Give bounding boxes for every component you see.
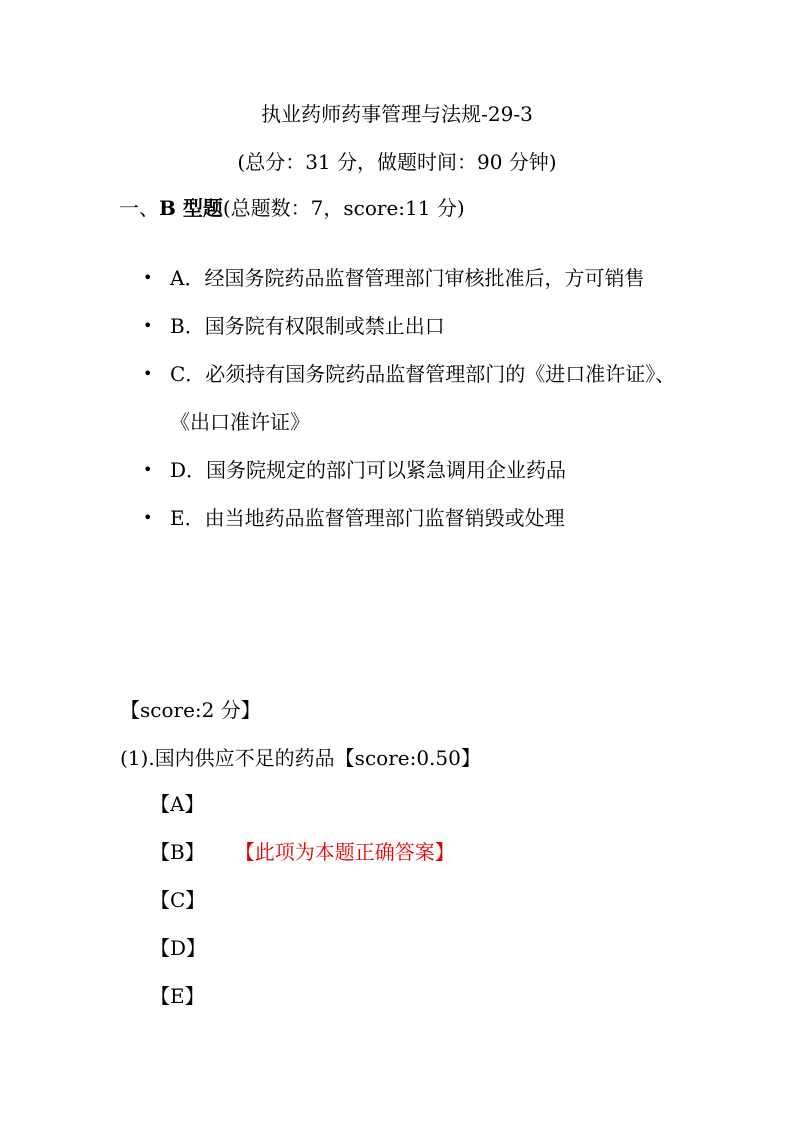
- answer-label: 【A】: [150, 792, 205, 816]
- option-item: [143, 446, 683, 494]
- option-text: E．由当地药品监督管理部门监督销毁或处理: [170, 506, 565, 530]
- bullet-icon: •: [143, 508, 153, 527]
- answer-list: [150, 788, 455, 1028]
- option-text: B．国务院有权限制或禁止出口: [170, 314, 445, 338]
- document-title: 执业药师药事管理与法规-29-3: [261, 102, 533, 126]
- bullet-icon: •: [143, 268, 153, 287]
- bullet-icon: •: [143, 316, 153, 335]
- answer-item: [150, 980, 455, 1028]
- bullet-icon: •: [143, 460, 153, 479]
- option-text: A．经国务院药品监督管理部门审核批准后，方可销售: [170, 266, 645, 290]
- option-item: [143, 254, 683, 302]
- question-text: (1).国内供应不足的药品【score:0.50】: [120, 746, 481, 770]
- document-subtitle: (总分：31 分，做题时间：90 分钟): [237, 150, 557, 174]
- section-prefix: 一、: [119, 196, 159, 220]
- bullet-icon: •: [143, 364, 153, 383]
- option-item: [143, 350, 683, 446]
- option-list: [143, 254, 683, 542]
- correct-answer-marker: 【此项为本题正确答案】: [244, 840, 455, 864]
- option-item: [143, 494, 683, 542]
- answer-label: 【D】: [150, 936, 207, 960]
- answer-item: [150, 932, 455, 980]
- answer-label: 【C】: [150, 888, 206, 912]
- section-info: (总题数：7，score:11 分): [222, 196, 465, 220]
- answer-item: [150, 884, 455, 932]
- answer-label: 【E】: [150, 984, 205, 1008]
- option-text: D．国务院规定的部门可以紧急调用企业药品: [170, 458, 567, 482]
- section-heading: [119, 192, 465, 224]
- answer-label: 【B】: [150, 840, 205, 864]
- answer-item: [150, 788, 455, 836]
- section-type: B 型题: [159, 196, 223, 220]
- score-line: 【score:2 分】: [120, 698, 261, 722]
- option-text: C．必须持有国务院药品监督管理部门的《进口准许证》、《出口准许证》: [170, 362, 676, 434]
- answer-item: [150, 836, 455, 884]
- option-item: [143, 302, 683, 350]
